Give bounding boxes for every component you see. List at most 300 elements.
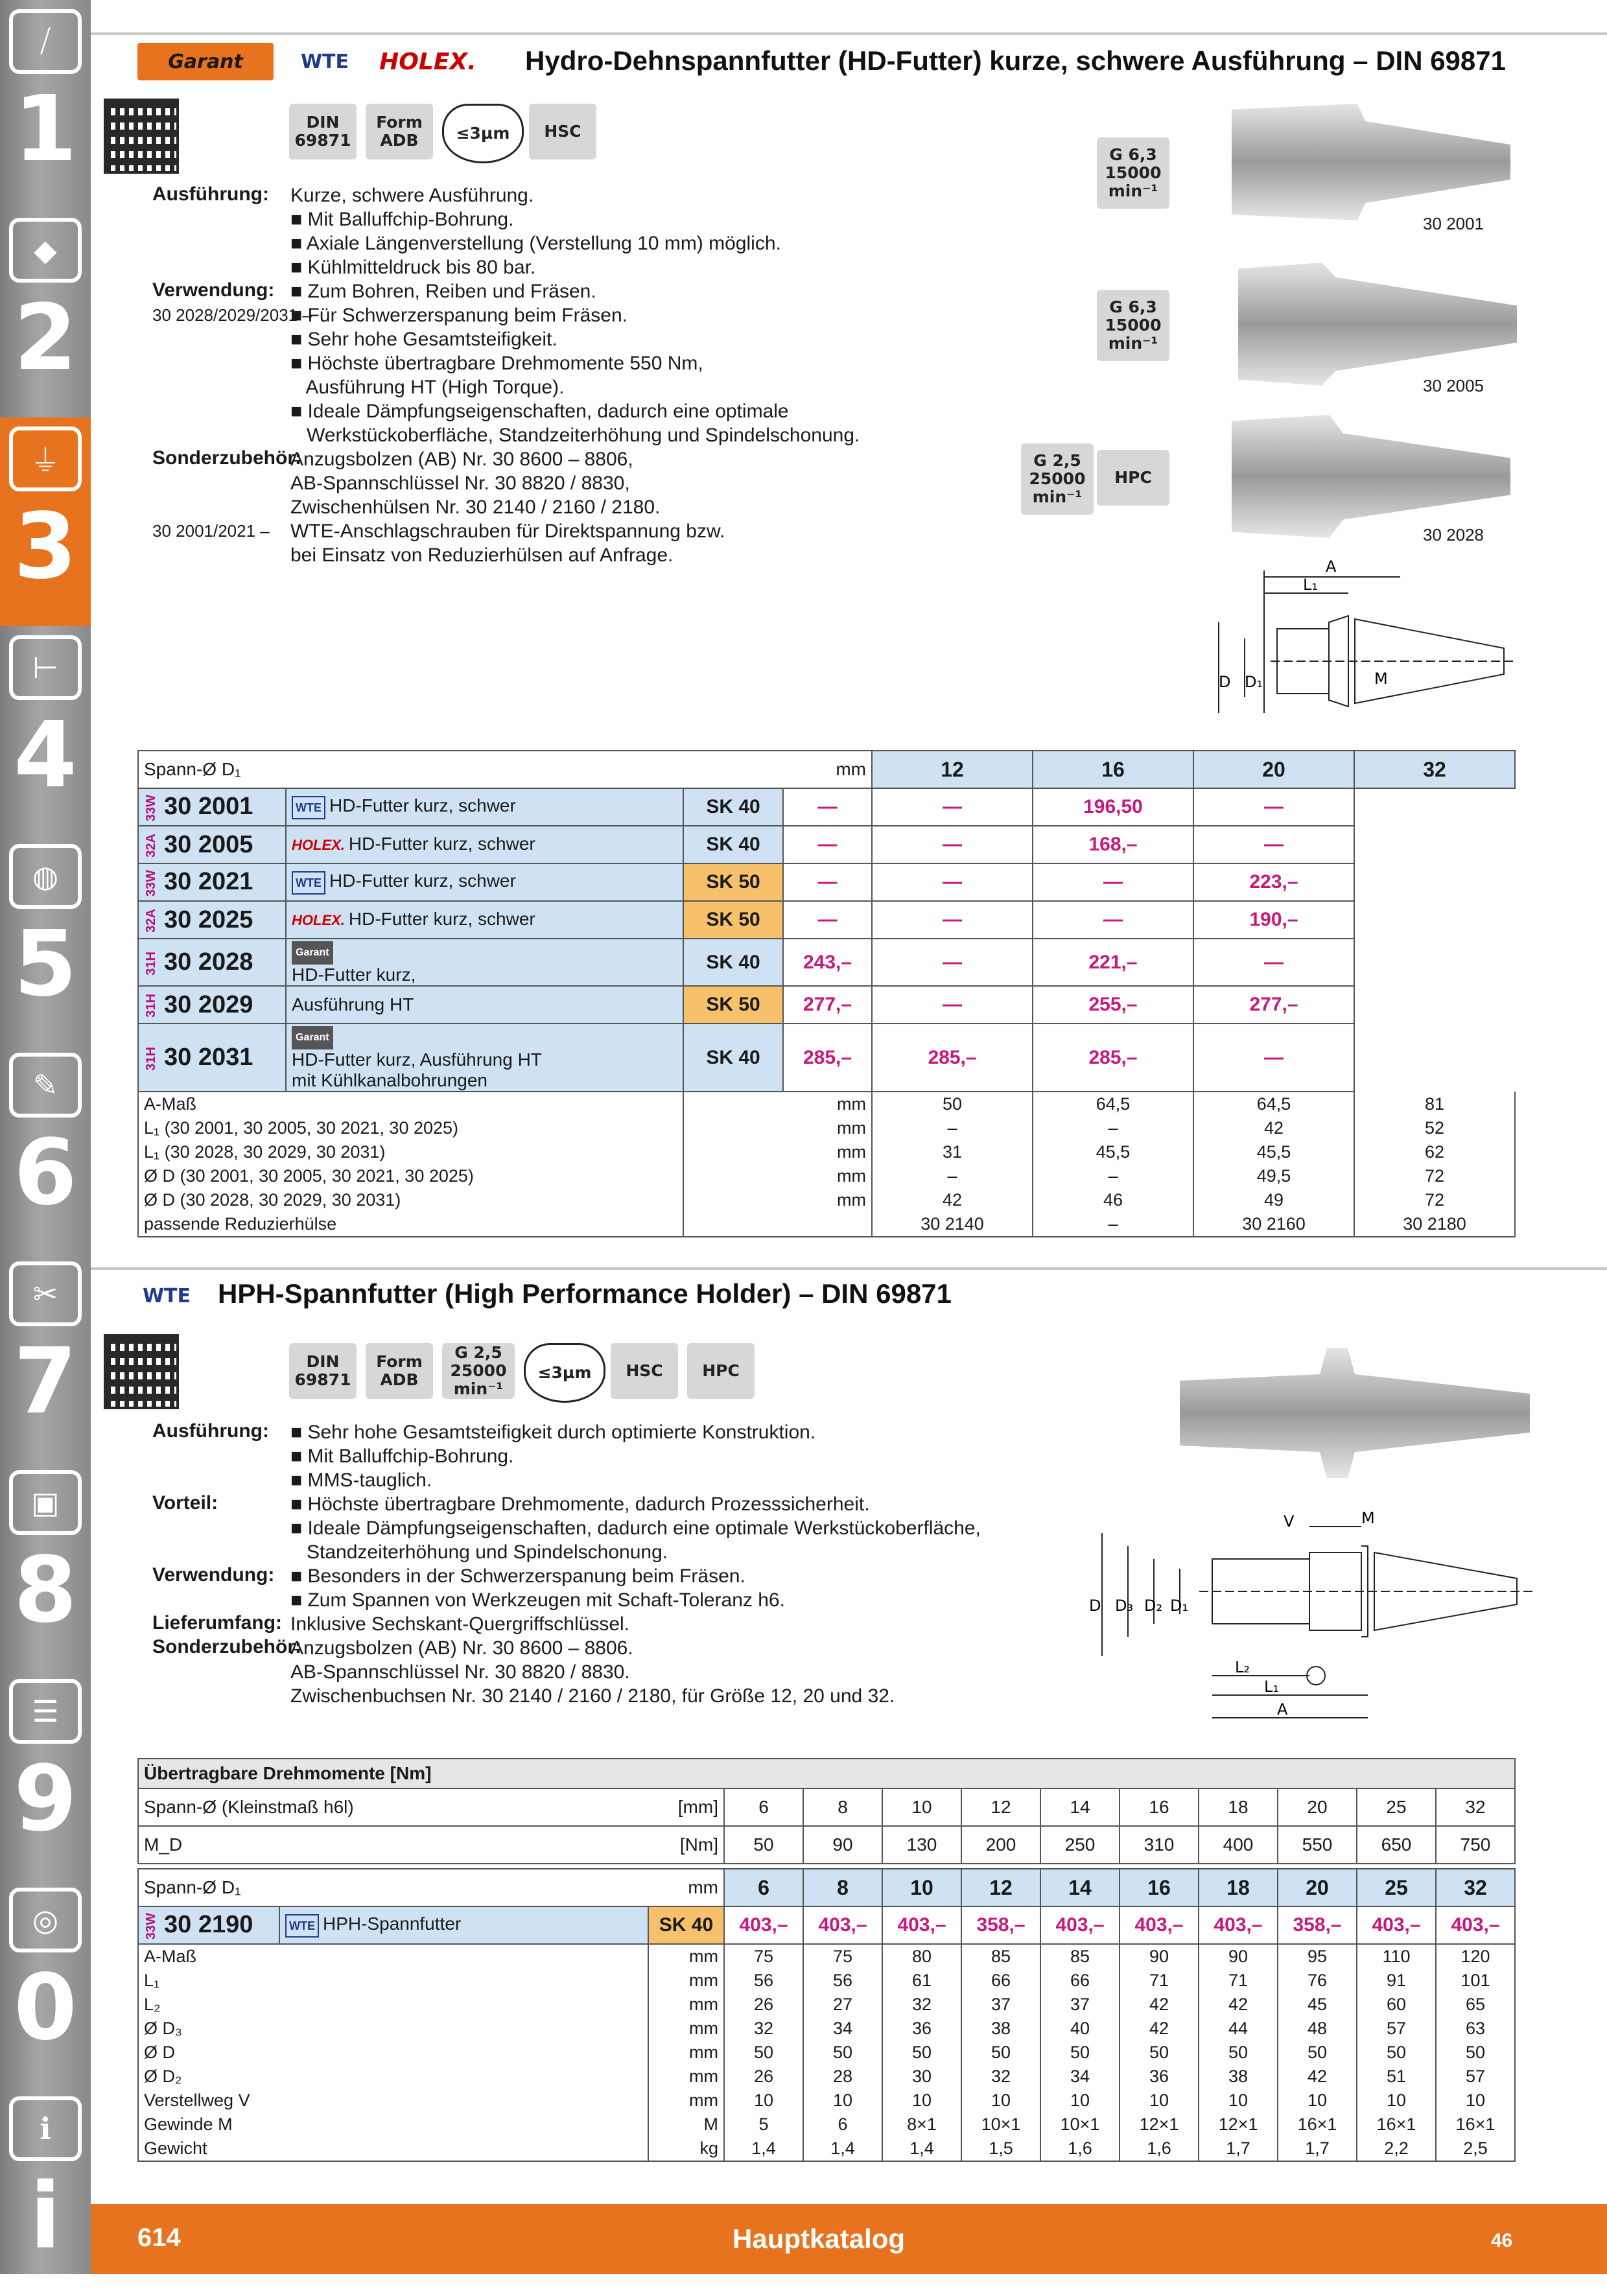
size-header: 20 xyxy=(1278,1869,1357,1906)
dimension-value: 64,5 xyxy=(1193,1092,1354,1116)
article-number-cell xyxy=(138,788,286,826)
dimension-row xyxy=(138,2017,1515,2041)
torque-size: 10 xyxy=(882,1788,961,1826)
dimension-unit: mm xyxy=(648,2089,724,2113)
dimension-row xyxy=(138,1164,1515,1188)
dimension-value: 30 2160 xyxy=(1193,1212,1354,1237)
spec-text: ■ Ideale Dämpfungseigenschaften, dadurch eine optimale Werkstückoberfläche, xyxy=(290,1517,981,1539)
dimension-label: Ø D xyxy=(138,2041,648,2065)
dimension-value: 46 xyxy=(1033,1188,1193,1212)
qr-code xyxy=(104,99,179,174)
dimension-value: 50 xyxy=(1357,2041,1436,2065)
description-cell xyxy=(286,986,683,1024)
description-cell xyxy=(286,939,683,986)
drill-icon: ⧸ xyxy=(9,9,82,74)
price: — xyxy=(872,863,1033,901)
size-header: 18 xyxy=(1199,1869,1278,1906)
price: — xyxy=(1193,939,1354,986)
unit: mm xyxy=(648,1869,724,1906)
section1-header xyxy=(91,32,1607,89)
description-cell xyxy=(286,788,683,826)
spec-label: Verwendung: xyxy=(152,1564,275,1586)
description-cell xyxy=(286,901,683,939)
garant-logo: Garant xyxy=(292,1026,333,1049)
dimension-value: 10 xyxy=(1120,2089,1199,2113)
dimension-value: 45,5 xyxy=(1193,1140,1354,1164)
torque-size: 20 xyxy=(1278,1788,1357,1826)
article-number: 30 2190 xyxy=(164,1911,253,1939)
dimension-unit: mm xyxy=(648,1969,724,1993)
spec-label: Ausführung: xyxy=(152,1420,269,1442)
spec-text: ■ Ideale Dämpfungseigenschaften, dadurch eine optimale xyxy=(290,401,789,422)
dimension-value: 2,5 xyxy=(1436,2137,1515,2161)
price: 403,– xyxy=(1040,1906,1120,1944)
chapter-tab-4[interactable] xyxy=(0,626,91,835)
dimension-value: 10 xyxy=(1436,2089,1515,2113)
table-header-row xyxy=(138,751,1515,788)
dimension-value: 50 xyxy=(724,2041,803,2065)
dimension-value: 26 xyxy=(724,1993,803,2017)
spec-text: ■ Zum Bohren, Reiben und Fräsen. xyxy=(290,281,596,302)
spec-badge: HSC xyxy=(611,1343,678,1399)
dimension-value: 50 xyxy=(872,1092,1033,1116)
chapter-number: 9 xyxy=(14,1746,77,1852)
dimension-row xyxy=(138,1944,1515,1969)
spec-label: Sonderzubehör: xyxy=(152,1636,301,1658)
dimension-row xyxy=(138,1188,1515,1212)
price: — xyxy=(872,826,1033,863)
torque-value: 250 xyxy=(1040,1826,1120,1864)
section1-title: Hydro-Dehnspannfutter (HD-Futter) kurze, schwere Ausführung – DIN 69871 xyxy=(525,45,1506,76)
dimension-label: Ø D (30 2028, 30 2029, 30 2031) xyxy=(138,1188,683,1212)
dimension-value: 76 xyxy=(1278,1969,1357,1993)
dim-label-m: M xyxy=(1374,670,1388,688)
price: 285,– xyxy=(783,1024,872,1092)
size-header: 14 xyxy=(1040,1869,1120,1906)
toolcase-icon: ▣ xyxy=(9,1470,82,1535)
spec-text: Werkstückoberfläche, Standzeiterhöhung und Spindelschonung. xyxy=(290,425,860,446)
price: 221,– xyxy=(1033,939,1193,986)
dimension-value: 28 xyxy=(803,2065,882,2089)
dimension-value: 12×1 xyxy=(1120,2113,1199,2137)
dimension-value: 60 xyxy=(1357,1993,1436,2017)
price: 223,– xyxy=(1193,863,1354,901)
size-header: 12 xyxy=(961,1869,1040,1906)
price: 403,– xyxy=(724,1906,803,1944)
product-number: 30 2005 xyxy=(1423,376,1484,395)
spec-text: ■ Kühlmitteldruck bis 80 bar. xyxy=(290,257,536,278)
dimension-label: passende Reduzierhülse xyxy=(138,1212,683,1237)
dimension-unit xyxy=(683,1212,872,1237)
wrench-icon: ✎ xyxy=(9,1053,82,1118)
price: 285,– xyxy=(872,1024,1033,1092)
balance-badge: G 6,3 15000 min⁻¹ xyxy=(1097,290,1169,361)
size-header: 25 xyxy=(1357,1869,1436,1906)
dimension-value: 36 xyxy=(882,2017,961,2041)
spec-text: ■ Sehr hohe Gesamtsteifigkeit durch optimierte Konstruktion. xyxy=(290,1422,816,1443)
dimension-value: 1,7 xyxy=(1199,2137,1278,2161)
dimension-value: 80 xyxy=(882,1944,961,1969)
technical-drawing-hph-chuck xyxy=(1089,1507,1543,1740)
spec-badge: Form ADB xyxy=(366,1343,433,1399)
description-cell xyxy=(286,1024,683,1092)
dimension-unit: mm xyxy=(648,2041,724,2065)
dimension-row xyxy=(138,1140,1515,1164)
dimension-value: 72 xyxy=(1354,1164,1515,1188)
dimension-unit: mm xyxy=(648,1993,724,2017)
spec-badge: ≤3µm xyxy=(524,1343,605,1403)
spec-badge: HPC xyxy=(687,1343,755,1399)
dimension-value: – xyxy=(1033,1212,1193,1237)
side-label: 31H xyxy=(144,994,158,1018)
dimension-value: 45 xyxy=(1278,1993,1357,2017)
dimension-value: 8×1 xyxy=(882,2113,961,2137)
dimension-value: 49,5 xyxy=(1193,1164,1354,1188)
dimension-value: 37 xyxy=(1040,1993,1120,2017)
dimension-value: 62 xyxy=(1354,1140,1515,1164)
chapter-tab-9[interactable] xyxy=(0,1670,91,1879)
price: — xyxy=(783,901,872,939)
article-number-cell xyxy=(138,1024,286,1092)
torque-value: 650 xyxy=(1357,1826,1436,1864)
spec-text: ■ Mit Balluffchip-Bohrung. xyxy=(290,1446,514,1467)
taper-size: SK 40 xyxy=(648,1906,724,1944)
page-footer xyxy=(91,2204,1607,2274)
dim-label-a: A xyxy=(1277,1700,1288,1718)
dimension-value: 1,4 xyxy=(724,2137,803,2161)
dimension-value: 42 xyxy=(1120,2017,1199,2041)
dimension-value: 63 xyxy=(1436,2017,1515,2041)
dimension-value: 10 xyxy=(1040,2089,1120,2113)
price: 403,– xyxy=(1357,1906,1436,1944)
dimension-value: 50 xyxy=(961,2041,1040,2065)
article-number: 30 2028 xyxy=(164,948,253,976)
size-header: 16 xyxy=(1120,1869,1199,1906)
chapter-number: 2 xyxy=(14,285,77,391)
torque-value: 200 xyxy=(961,1826,1040,1864)
dimension-value: 52 xyxy=(1354,1116,1515,1140)
dimension-unit: mm xyxy=(648,2065,724,2089)
page-number: 614 xyxy=(137,2223,181,2252)
chapter-number: 8 xyxy=(14,1538,77,1643)
dimension-value: 34 xyxy=(803,2017,882,2041)
price: 403,– xyxy=(1199,1906,1278,1944)
dimension-value: 50 xyxy=(1040,2041,1120,2065)
product-image-302001 xyxy=(1232,104,1510,220)
chapter-tab-3[interactable] xyxy=(0,417,91,626)
wte-logo: WTE xyxy=(285,1914,319,1938)
torque-value: 310 xyxy=(1120,1826,1199,1864)
description-cell xyxy=(279,1906,648,1944)
dimension-value: 49 xyxy=(1193,1188,1354,1212)
chapter-tab-0[interactable] xyxy=(0,1879,91,2087)
dimension-value: 1,6 xyxy=(1040,2137,1120,2161)
article-number: 30 2001 xyxy=(164,793,253,821)
dimension-row xyxy=(138,2137,1515,2161)
side-label: 31H xyxy=(144,1046,158,1071)
garant-logo: Garant xyxy=(292,941,333,965)
torque-size: 18 xyxy=(1199,1788,1278,1826)
torque-value: 50 xyxy=(724,1826,803,1864)
dimension-value: – xyxy=(872,1164,1033,1188)
size-header: 6 xyxy=(724,1869,803,1906)
dimension-value: 120 xyxy=(1436,1944,1515,1969)
torque-value: 400 xyxy=(1199,1826,1278,1864)
dimension-value: 1,7 xyxy=(1278,2137,1357,2161)
spec-text: Inklusive Sechskant-Quergriffschlüssel. xyxy=(290,1613,630,1635)
dimension-value: 65 xyxy=(1436,1993,1515,2017)
dimension-value: 50 xyxy=(1199,2041,1278,2065)
chapter-tab-2[interactable] xyxy=(0,209,91,417)
dim-label-d3: D₃ xyxy=(1115,1597,1134,1615)
wte-logo: WTE xyxy=(300,50,349,73)
holex-logo: HOLEX. xyxy=(379,48,476,75)
dimension-unit: mm xyxy=(683,1188,872,1212)
price: 243,– xyxy=(783,939,872,986)
article-number-cell xyxy=(138,939,286,986)
dimension-row xyxy=(138,2065,1515,2089)
dimension-value: 71 xyxy=(1199,1969,1278,1993)
spec-label: Lieferumfang: xyxy=(152,1612,283,1634)
dimension-row xyxy=(138,2113,1515,2137)
holex-logo: HOLEX. xyxy=(292,912,345,928)
price: — xyxy=(1033,863,1193,901)
spec-text: Kurze, schwere Ausführung. xyxy=(290,185,534,206)
size-header: 8 xyxy=(803,1869,882,1906)
dimension-value: – xyxy=(1033,1116,1193,1140)
description: Ausführung HT xyxy=(292,994,414,1014)
spec-label: Verwendung: xyxy=(152,279,275,301)
spec-label: Sonderzubehör: xyxy=(152,447,301,469)
insert-icon: ◆ xyxy=(9,218,82,283)
price: — xyxy=(1193,1024,1354,1092)
table-row xyxy=(138,901,1515,939)
size-header: 32 xyxy=(1354,751,1515,788)
dimension-value: 50 xyxy=(803,2041,882,2065)
side-label: 33W xyxy=(144,794,158,821)
torque-title: Übertragbare Drehmomente [Nm] xyxy=(138,1759,1515,1788)
dimension-value: 42 xyxy=(872,1188,1033,1212)
table-row xyxy=(138,863,1515,901)
dimension-value: 90 xyxy=(1120,1944,1199,1969)
dimension-value: 81 xyxy=(1354,1092,1515,1116)
wte-logo: WTE xyxy=(292,796,325,819)
dim-label-d1: D₁ xyxy=(1245,673,1263,691)
section-divider xyxy=(91,1267,1607,1270)
dimension-value: 36 xyxy=(1120,2065,1199,2089)
price: 403,– xyxy=(882,1906,961,1944)
table-row xyxy=(138,939,1515,986)
caliper-icon: ⊢ xyxy=(9,635,82,700)
chapter-tab-8[interactable] xyxy=(0,1461,91,1670)
article-number: 30 2025 xyxy=(164,906,253,933)
dimension-value: 57 xyxy=(1357,2017,1436,2041)
spec-badge: G 2,5 25000 min⁻¹ xyxy=(442,1343,515,1399)
spec-badge: HSC xyxy=(529,104,596,159)
spec-text: AB-Spannschlüssel Nr. 30 8820 / 8830, xyxy=(290,473,630,494)
dimension-value: 30 2140 xyxy=(872,1212,1033,1237)
price: — xyxy=(783,788,872,826)
dimension-label: L₁ xyxy=(138,1969,648,1993)
dimension-row xyxy=(138,1993,1515,2017)
dimension-value: 32 xyxy=(961,2065,1040,2089)
torque-size: 6 xyxy=(724,1788,803,1826)
torque-value-unit: [Nm] xyxy=(661,1826,724,1864)
dim-label-l1: L₁ xyxy=(1264,1678,1279,1696)
taper-size: SK 40 xyxy=(683,1024,783,1092)
pliers-icon: ✂ xyxy=(9,1261,82,1326)
spec-text: ■ Mit Balluffchip-Bohrung. xyxy=(290,209,514,230)
torque-size: 16 xyxy=(1120,1788,1199,1826)
dimension-value: 12×1 xyxy=(1199,2113,1278,2137)
dimension-unit: mm xyxy=(683,1140,872,1164)
torque-size: 32 xyxy=(1436,1788,1515,1826)
dimension-value: 75 xyxy=(803,1944,882,1969)
price: 196,50 xyxy=(1033,788,1193,826)
torque-value: 90 xyxy=(803,1826,882,1864)
dimension-value: 30 xyxy=(882,2065,961,2089)
torque-value: 550 xyxy=(1278,1826,1357,1864)
chapter-number: 5 xyxy=(14,911,77,1017)
chapter-number: 4 xyxy=(14,703,77,808)
spec-text: Standzeiterhöhung und Spindelschonung. xyxy=(290,1541,668,1563)
dim-label-a: A xyxy=(1326,557,1337,576)
chapter-number: 3 xyxy=(14,494,77,600)
dimension-value: 1,6 xyxy=(1120,2137,1199,2161)
torque-size: 25 xyxy=(1357,1788,1436,1826)
dimension-unit: mm xyxy=(683,1164,872,1188)
spec-text: ■ Zum Spannen von Werkzeugen mit Schaft-Toleranz h6. xyxy=(290,1589,785,1611)
price: 277,– xyxy=(1193,986,1354,1024)
product-image-302190 xyxy=(1180,1348,1530,1478)
safety-icon: ◎ xyxy=(9,1888,82,1952)
spec-text: WTE-Anschlagschrauben für Direktspannung bzw. xyxy=(290,521,725,542)
article-number: 30 2005 xyxy=(164,830,253,858)
dimension-value: 10 xyxy=(882,2089,961,2113)
dimension-value: 1,5 xyxy=(961,2137,1040,2161)
product-image-302005 xyxy=(1238,263,1517,386)
dim-label-d2: D₂ xyxy=(1144,1597,1163,1615)
dimension-row xyxy=(138,1969,1515,1993)
unit: mm xyxy=(783,751,872,788)
dim-label-m: M xyxy=(1361,1509,1375,1527)
spec-text: Anzugsbolzen (AB) Nr. 30 8600 – 8806. xyxy=(290,1637,633,1659)
chapter-tab-7[interactable] xyxy=(0,1252,91,1461)
dimension-label: A-Maß xyxy=(138,1092,683,1116)
dimension-unit: M xyxy=(648,2113,724,2137)
hpc-badge: HPC xyxy=(1097,450,1169,506)
dimension-value: 57 xyxy=(1436,2065,1515,2089)
spec-label: 30 2028/2029/2031 – xyxy=(152,305,312,325)
article-number-cell xyxy=(138,901,286,939)
dim-label-d: D xyxy=(1089,1597,1101,1615)
dimension-value: 32 xyxy=(882,1993,961,2017)
dimension-value: 16×1 xyxy=(1436,2113,1515,2137)
dimension-value: 27 xyxy=(803,1993,882,2017)
torque-value: 750 xyxy=(1436,1826,1515,1864)
description: HPH-Spannfutter xyxy=(323,1913,462,1934)
dimension-label: Gewicht xyxy=(138,2137,648,2161)
dimension-value: 2,2 xyxy=(1357,2137,1436,2161)
dimension-value: – xyxy=(872,1116,1033,1140)
description: HD-Futter kurz, xyxy=(292,965,416,985)
dimension-value: 56 xyxy=(724,1969,803,1993)
dim-label-l2: L₂ xyxy=(1235,1658,1250,1676)
dimension-value: 10 xyxy=(1199,2089,1278,2113)
dimension-row xyxy=(138,1116,1515,1140)
table-row xyxy=(138,788,1515,826)
chapter-number: 0 xyxy=(14,1955,77,2061)
article-number: 30 2031 xyxy=(164,1044,253,1071)
taper-size: SK 50 xyxy=(683,901,783,939)
side-label: 32A xyxy=(144,834,158,858)
spec-text: Ausführung HT (High Torque). xyxy=(290,377,565,398)
wte-logo: WTE xyxy=(292,871,325,895)
dimension-value: 61 xyxy=(882,1969,961,1993)
dimension-value: 10 xyxy=(724,2089,803,2113)
balance-badge: G 6,3 15000 min⁻¹ xyxy=(1097,137,1169,209)
dimension-value: 75 xyxy=(724,1944,803,1969)
price: 403,– xyxy=(803,1906,882,1944)
dimension-value: 71 xyxy=(1120,1969,1199,1993)
dimension-value: 48 xyxy=(1278,2017,1357,2041)
description: HD-Futter kurz, schwer xyxy=(348,834,535,854)
dimension-value: 40 xyxy=(1040,2017,1120,2041)
size-header: 16 xyxy=(1033,751,1193,788)
dimension-value: 10×1 xyxy=(1040,2113,1120,2137)
torque-size: 12 xyxy=(961,1788,1040,1826)
spec-text: ■ Axiale Längenverstellung (Verstellung 10 mm) möglich. xyxy=(290,233,781,254)
price: 403,– xyxy=(1120,1906,1199,1944)
table-row xyxy=(138,1024,1515,1092)
torque-title-row xyxy=(138,1759,1515,1788)
torque-size: 14 xyxy=(1040,1788,1120,1826)
section2-price-table xyxy=(137,1868,1516,2162)
dimension-value: 50 xyxy=(1436,2041,1515,2065)
spec-text: ■ Für Schwerzerspanung beim Fräsen. xyxy=(290,305,628,326)
chapter-tab-5[interactable] xyxy=(0,835,91,1044)
torque-table xyxy=(137,1758,1516,1864)
torque-size: 8 xyxy=(803,1788,882,1826)
dimension-value: 16×1 xyxy=(1357,2113,1436,2137)
dimension-row xyxy=(138,2089,1515,2113)
article-number-cell xyxy=(138,986,286,1024)
dimension-unit: mm xyxy=(683,1116,872,1140)
product-number: 30 2001 xyxy=(1423,214,1484,233)
taper-size: SK 50 xyxy=(683,863,783,901)
taper-size: SK 40 xyxy=(683,939,783,986)
dimension-label: L₂ xyxy=(138,1993,648,2017)
dimension-value: 16×1 xyxy=(1278,2113,1357,2137)
dimension-value: 101 xyxy=(1436,1969,1515,1993)
torque-size-row xyxy=(138,1788,1515,1826)
chapter-tab-6[interactable] xyxy=(0,1044,91,1252)
side-label: 33W xyxy=(144,869,158,896)
spec-badge: Form ADB xyxy=(366,104,433,159)
description-cell xyxy=(286,863,683,901)
dimension-value: 66 xyxy=(1040,1969,1120,1993)
chapter-tab-i[interactable] xyxy=(0,2087,91,2296)
spec-badge: ≤3µm xyxy=(442,104,524,163)
spec-badge: DIN 69871 xyxy=(289,104,357,159)
dimension-value: 1,4 xyxy=(803,2137,882,2161)
price: — xyxy=(872,901,1033,939)
dimension-value: 42 xyxy=(1120,1993,1199,2017)
description: HD-Futter kurz, schwer xyxy=(348,909,535,929)
dim-label-l1: L₁ xyxy=(1303,576,1318,594)
chapter-tab-1[interactable] xyxy=(0,0,91,209)
cabinet-icon: ☰ xyxy=(9,1679,82,1744)
